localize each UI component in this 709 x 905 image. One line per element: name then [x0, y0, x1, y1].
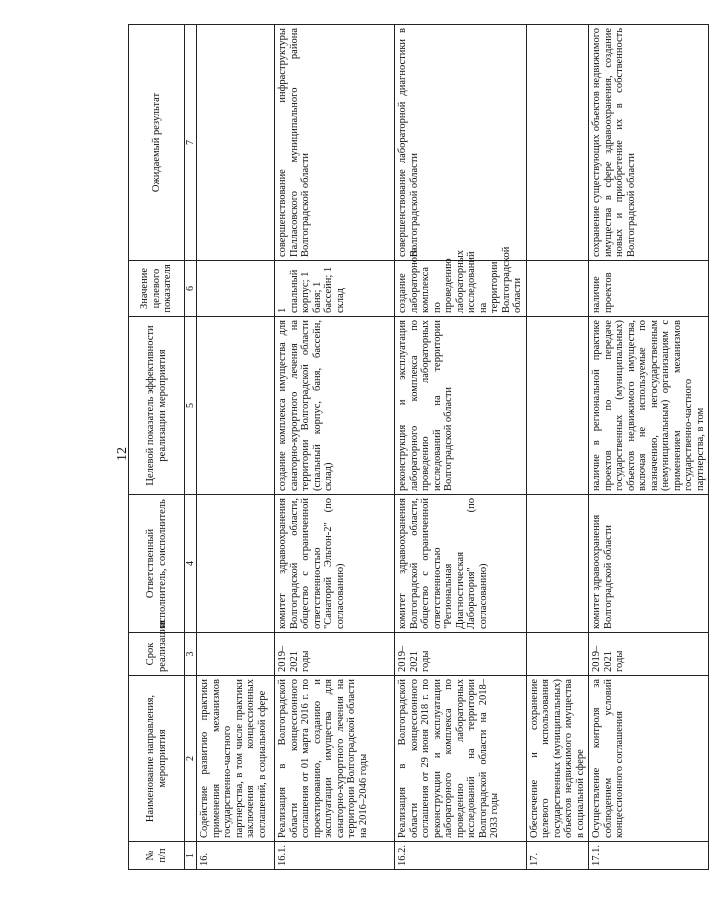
row-term — [526, 633, 589, 676]
row-result — [197, 25, 275, 261]
page-number: 12 — [115, 447, 130, 461]
header-result: Ожидаемый результат — [129, 25, 185, 261]
row-num: 16.1. — [275, 842, 395, 870]
row-name: Содействие развитию практики применения механизмов государственно-частного партнерства, в том числе практики заключения концессионных соглашений, в социальной сфере — [197, 676, 275, 842]
header-name: Наименование направления, мероприятия — [129, 676, 185, 842]
table-row — [589, 25, 709, 870]
column-number: 4 — [185, 495, 197, 633]
table-row — [395, 25, 527, 870]
table-row — [197, 25, 275, 870]
row-value — [197, 261, 275, 317]
row-indicator: наличие в региональной практике проектов по передаче государственных (муниципальных) объектов недвижимого имущества, включая не используемые по назначению, негосударственным (немуниципальным) организациям с применением механизмов государственно-частного партнерства, в том — [589, 317, 709, 495]
row-result: сохранение существующих объектов недвижимого имущества в сфере здравоохранения, создание новых и приобретение их в собственность Волгоградской области — [589, 25, 709, 261]
row-executor: комитет здравоохранения Волгоградской области, общество с ограниченной ответственностью "Санаторий Эльтон-2" (по согласованию) — [275, 495, 395, 633]
row-name: Обеспечение и сохранение целевого использования государственных (муниципальных) объектов недвижимого имущества в социальной сфере — [526, 676, 589, 842]
row-term — [197, 633, 275, 676]
column-number: 5 — [185, 317, 197, 495]
row-name: Реализация в Волгоградской области концессионного соглашения от 01 марта 2016 г. по проектированию, созданию и эксплуатации имущества для санаторно-курортного лечения на территории Волгоградской области на 2016–2046 годы — [275, 676, 395, 842]
rotated-table-sheet — [128, 25, 706, 870]
row-value: 1 спальный корпус; 1 баня; 1 бассейн; 1 склад — [275, 261, 395, 317]
measures-table — [128, 24, 709, 870]
row-name: Осуществление контроля за соблюдением условий концессионного соглашения — [589, 676, 709, 842]
column-number: 6 — [185, 261, 197, 317]
row-value: создание лабораторного комплекса по проведению лабораторных исследований на территории Волгоградской области — [395, 261, 527, 317]
row-indicator: реконструкция и эксплуатация лабораторного комплекса по проведению лабораторных исследований на территории Волгоградской области — [395, 317, 527, 495]
row-executor: комитет здравоохранения Волгоградской области, общество с ограниченной ответственностью "Региональная Диагностическая Лаборатория" (по согласованию) — [395, 495, 527, 633]
row-num: 17. — [526, 842, 589, 870]
row-num: 16. — [197, 842, 275, 870]
row-value — [526, 261, 589, 317]
row-indicator — [197, 317, 275, 495]
row-result: совершенствование лабораторной диагностики в Волгоградской области — [395, 25, 527, 261]
row-indicator — [526, 317, 589, 495]
row-executor: комитет здравоохранения Волгоградской области — [589, 495, 709, 633]
row-result: совершенствование инфраструктуры Палласовского муниципального района Волгоградской области — [275, 25, 395, 261]
row-term: 2019–2021 годы — [395, 633, 527, 676]
row-executor — [197, 495, 275, 633]
row-num: 16.2. — [395, 842, 527, 870]
row-value: наличие проектов — [589, 261, 709, 317]
header-executor: Ответственный исполнитель, соисполнитель — [129, 495, 185, 633]
column-number-row — [185, 25, 197, 870]
table-row — [275, 25, 395, 870]
header-indicator: Целевой показатель эффективности реализации мероприятия — [129, 317, 185, 495]
header-term: Срок реализации — [129, 633, 185, 676]
table-header-row — [129, 25, 185, 870]
column-number: 3 — [185, 633, 197, 676]
row-term: 2019–2021 годы — [589, 633, 709, 676]
row-num: 17.1. — [589, 842, 709, 870]
row-executor — [526, 495, 589, 633]
column-number: 1 — [185, 842, 197, 870]
column-number: 7 — [185, 25, 197, 261]
row-indicator: создание комплекса имущества для санаторно-курортного лечения на территории Волгоградской области (спальный корпус, баня, бассейн, склад) — [275, 317, 395, 495]
row-term: 2019–2021 годы — [275, 633, 395, 676]
row-name: Реализация в Волгоградской области концессионного соглашения от 29 июня 2018 г. по реконструкции и эксплуатации лабораторного комплекса по проведению лабораторных исследований на территории Волгоградской области на 2018–2033 годы — [395, 676, 527, 842]
table-row — [526, 25, 589, 870]
row-result — [526, 25, 589, 261]
header-num: № п/п — [129, 842, 185, 870]
header-value: Значение целевого показателя — [129, 261, 185, 317]
column-number: 2 — [185, 676, 197, 842]
